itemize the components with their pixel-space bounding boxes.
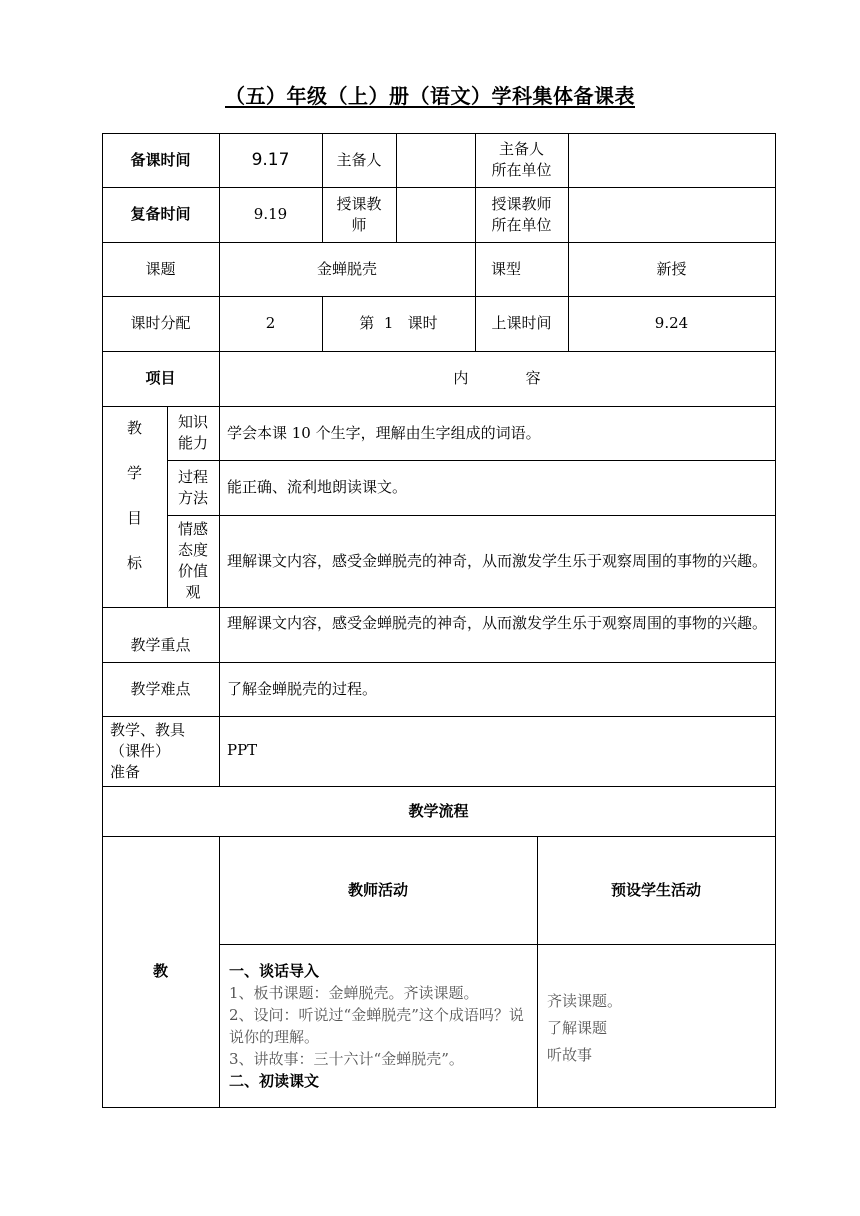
main-preparer-label: 主备人 [336, 150, 382, 169]
teacher-steps [219, 944, 537, 1107]
topic-label: 课题 [145, 259, 176, 278]
tools-value: PPT [227, 741, 258, 759]
main-preparer-unit-value [568, 133, 775, 187]
teacher-unit-label: 授课教师 所在单位 [491, 194, 552, 234]
teaching-flow-label: 教学流程 [408, 801, 469, 820]
period-number: 第 1 课时 [359, 314, 438, 332]
tools-label: 教学、教具 （课件） 准备 [110, 720, 186, 781]
emotion-value: 理解课文内容，感受金蝉脱壳的神奇，从而激发学生乐于观察周围的事物的兴趣。 [227, 552, 768, 570]
lesson-type-label: 课型 [491, 259, 522, 278]
teacher-value [396, 187, 475, 242]
review-time-value: 9.19 [253, 205, 288, 223]
difficulty-label: 教学难点 [130, 679, 191, 698]
topic-value: 金蝉脱壳 [316, 259, 377, 278]
main-preparer-unit-label: 主备人 所在单位 [491, 140, 552, 179]
content-label: 内 容 [453, 369, 541, 387]
student-steps [537, 944, 775, 1107]
step-heading: 二、初读课文 [229, 1072, 320, 1090]
lesson-type-value: 新授 [656, 259, 687, 278]
teacher-label: 授课教 师 [336, 194, 382, 234]
class-time-label: 上课时间 [491, 314, 552, 332]
list-item: 3、讲故事：三十六计“金蝉脱壳”。 [229, 1050, 464, 1068]
list-item: 齐读课题。 [547, 992, 623, 1010]
step-heading: 一、谈话导入 [229, 962, 320, 980]
class-time-value: 9.24 [654, 314, 689, 332]
page-title: （五）年级（上）册（语文）学科集体备课表 [225, 84, 635, 108]
list-item: 2、设问：听说过“金蝉脱壳”这个成语吗？说说你的理解。 [229, 1006, 524, 1046]
prep-time-value: 9.17 [251, 149, 290, 170]
focus-value: 理解课文内容，感受金蝉脱壳的神奇，从而激发学生乐于观察周围的事物的兴趣。 [227, 614, 768, 632]
periods-value: 2 [265, 314, 276, 332]
teaching-goals-label: 教 学 目 标 [126, 419, 142, 572]
prep-time-label: 备课时间 [130, 150, 191, 169]
student-activity-label: 预设学生活动 [610, 880, 701, 899]
emotion-label: 情感 态度 价值 观 [177, 520, 208, 601]
process-value: 能正确、流利地朗读课文。 [227, 478, 408, 496]
knowledge-label: 知识 能力 [177, 413, 208, 452]
knowledge-value: 学会本课 10 个生字，理解由生字组成的词语。 [227, 423, 541, 442]
focus-label: 教学重点 [130, 636, 191, 654]
item-label: 项目 [145, 369, 176, 387]
difficulty-value: 了解金蝉脱壳的过程。 [227, 679, 378, 698]
list-item: 1、板书课题：金蝉脱壳。齐读课题。 [229, 984, 479, 1002]
list-item: 了解课题 [547, 1019, 608, 1037]
process-label: 过程 方法 [177, 467, 208, 507]
review-time-label: 复备时间 [130, 205, 191, 223]
main-preparer-value [396, 133, 475, 187]
process-side-label: 教 [152, 962, 168, 980]
teacher-unit-value [568, 187, 775, 242]
list-item: 听故事 [547, 1046, 593, 1064]
periods-label: 课时分配 [130, 314, 191, 332]
teacher-activity-label: 教师活动 [347, 880, 408, 899]
